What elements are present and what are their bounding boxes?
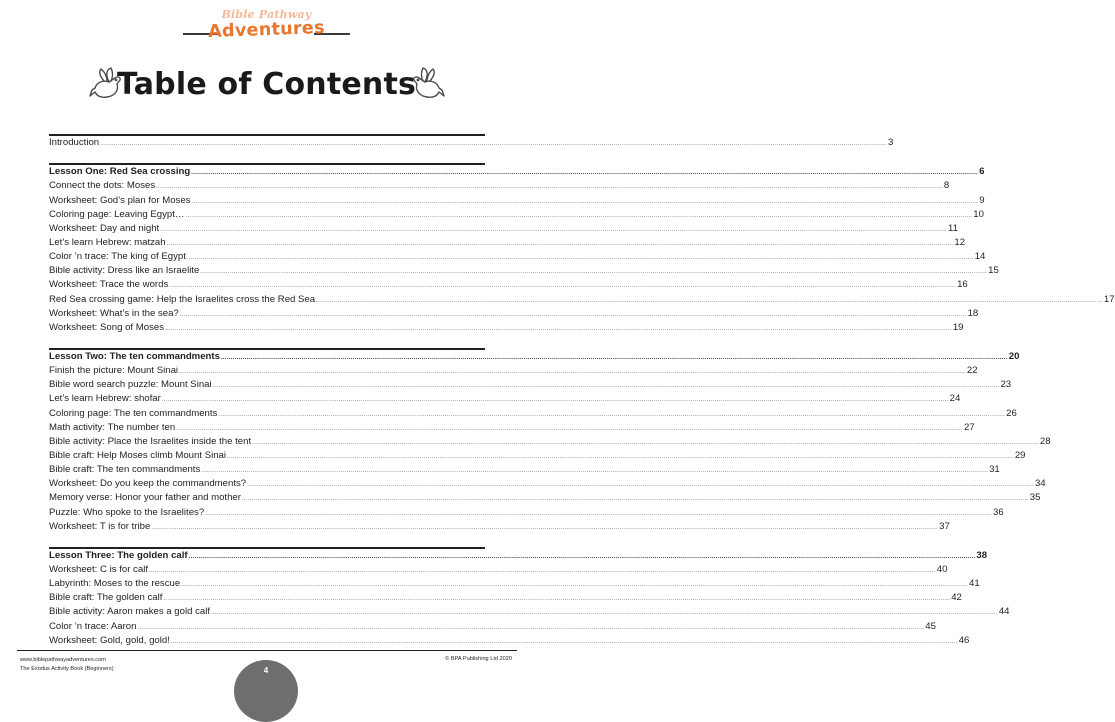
toc-entry-label: Worksheet: What’s in the sea? bbox=[49, 307, 179, 319]
toc-entry-label: Labyrinth: Moses to the rescue bbox=[49, 578, 181, 590]
toc-entry bbox=[49, 575, 980, 590]
toc-page-number: 11 bbox=[948, 222, 958, 234]
toc-page-number: 17 bbox=[1103, 293, 1115, 305]
toc-leader-dots: ................................................................................................................................................................................................................................................................................................................................................................................................................ bbox=[137, 624, 925, 631]
toc-entry-label: Let’s learn Hebrew: matzah bbox=[49, 236, 166, 248]
publisher-logo bbox=[0, 8, 533, 52]
logo-main-text: Adventures bbox=[207, 17, 326, 43]
toc-entry bbox=[49, 404, 1017, 419]
toc-page-number: 19 bbox=[952, 321, 964, 333]
toc-entry-label: Lesson Two: The ten commandments bbox=[49, 350, 220, 362]
toc-page-number: 8 bbox=[943, 180, 950, 192]
toc-entry-label: Let’s learn Hebrew: shofar bbox=[49, 393, 161, 405]
footer-copyright: © BPA Publishing Ltd 2020 bbox=[445, 656, 512, 662]
toc-entry-label: Worksheet: T is for tribe bbox=[49, 520, 151, 532]
toc-leader-dots: ................................................................................................................................................................................................................................................................................................................................................................................................................ bbox=[186, 255, 974, 262]
toc-page-number: 14 bbox=[974, 251, 986, 263]
toc-entry-label: Puzzle: Who spoke to the Israelites? bbox=[49, 506, 205, 518]
toc-lesson-heading bbox=[49, 547, 988, 561]
toc-leader-dots: ................................................................................................................................................................................................................................................................................................................................................................................................................ bbox=[191, 170, 979, 177]
toc-leader-dots: ................................................................................................................................................................................................................................................................................................................................................................................................................ bbox=[149, 567, 936, 574]
toc-entry-label: Color ’n trace: Aaron bbox=[49, 620, 137, 632]
toc-leader-dots: ................................................................................................................................................................................................................................................................................................................................................................................................................ bbox=[200, 269, 988, 276]
toc-entry bbox=[49, 177, 950, 192]
toc-entry bbox=[49, 362, 978, 377]
toc-leader-dots: ................................................................................................................................................................................................................................................................................................................................................................................................................ bbox=[166, 240, 954, 247]
toc-leader-dots: ................................................................................................................................................................................................................................................................................................................................................................................................................ bbox=[211, 610, 998, 617]
toc-leader-dots: ................................................................................................................................................................................................................................................................................................................................................................................................................ bbox=[212, 383, 1000, 390]
toc-page-number: 26 bbox=[1006, 407, 1017, 419]
toc-leader-dots: ................................................................................................................................................................................................................................................................................................................................................................................................................ bbox=[156, 184, 943, 191]
footer-book-title: The Exodus Activity Book (Beginners) bbox=[20, 666, 114, 672]
toc-entry bbox=[49, 262, 999, 277]
toc-leader-dots: ................................................................................................................................................................................................................................................................................................................................................................................................................ bbox=[151, 524, 939, 531]
footer-website: www.biblepathwayadventures.com bbox=[20, 657, 106, 663]
toc-lesson-heading bbox=[49, 348, 1020, 362]
toc-leader-dots: ................................................................................................................................................................................................................................................................................................................................................................................................................ bbox=[241, 496, 1029, 503]
toc-leader-dots: ................................................................................................................................................................................................................................................................................................................................................................................................................ bbox=[185, 212, 973, 219]
toc-page-number: 16 bbox=[957, 279, 968, 291]
toc-entry-label: Bible activity: Dress like an Israelite bbox=[49, 265, 200, 277]
toc-leader-dots: ................................................................................................................................................................................................................................................................................................................................................................................................................ bbox=[220, 354, 1008, 361]
toc-leader-dots: ................................................................................................................................................................................................................................................................................................................................................................................................................ bbox=[227, 453, 1014, 460]
toc-page-number: 44 bbox=[998, 606, 1010, 618]
toc-entry-label: Bible craft: The golden calf bbox=[49, 592, 163, 604]
toc-entry bbox=[49, 248, 986, 263]
toc-page-number: 28 bbox=[1039, 435, 1051, 447]
toc-page-number: 24 bbox=[949, 393, 961, 405]
toc-page-number: 35 bbox=[1029, 492, 1041, 504]
toc-page-number: 6 bbox=[979, 166, 985, 178]
toc-entry-label: Color ’n trace: The king of Egypt bbox=[49, 251, 186, 263]
toc-gap bbox=[49, 333, 485, 348]
toc-entry bbox=[49, 276, 968, 291]
toc-entry bbox=[49, 475, 1046, 490]
toc-entry bbox=[49, 603, 1010, 618]
toc-entry bbox=[49, 290, 1115, 305]
toc-entry bbox=[49, 632, 970, 646]
toc-leader-dots: ................................................................................................................................................................................................................................................................................................................................................................................................................ bbox=[179, 311, 967, 318]
toc-page-number: 37 bbox=[939, 520, 950, 532]
toc-page-number: 18 bbox=[967, 307, 979, 319]
toc-leader-dots: ................................................................................................................................................................................................................................................................................................................................................................................................................ bbox=[188, 553, 976, 560]
toc-leader-dots: ................................................................................................................................................................................................................................................................................................................................................................................................................ bbox=[161, 397, 949, 404]
toc-leader-dots: ................................................................................................................................................................................................................................................................................................................................................................................................................ bbox=[163, 596, 951, 603]
toc-entry-label: Red Sea crossing game: Help the Israelites cross the Red Sea bbox=[49, 293, 316, 305]
toc-entry-label: Introduction bbox=[49, 137, 100, 149]
toc-entry bbox=[49, 376, 1012, 391]
toc-entry bbox=[49, 433, 1051, 447]
toc-page-number: 23 bbox=[1000, 379, 1012, 391]
toc-entry-label: Worksheet: Gold, gold, gold! bbox=[49, 634, 170, 646]
toc-page-number: 12 bbox=[954, 236, 966, 248]
toc-gap bbox=[49, 532, 485, 547]
toc-entry-label: Connect the dots: Moses bbox=[49, 180, 156, 192]
toc-page-number: 20 bbox=[1008, 350, 1020, 362]
toc-page-number: 9 bbox=[979, 194, 985, 206]
toc-leader-dots: ................................................................................................................................................................................................................................................................................................................................................................................................................ bbox=[247, 482, 1034, 489]
toc-entry bbox=[49, 419, 975, 433]
toc-entry-label: Bible activity: Aaron makes a gold calf bbox=[49, 606, 211, 618]
toc-page-number: 46 bbox=[958, 634, 970, 646]
toc-leader-dots: ................................................................................................................................................................................................................................................................................................................................................................................................................ bbox=[316, 297, 1103, 304]
toc-entry-label: Coloring page: The ten commandments bbox=[49, 407, 218, 419]
toc-entry bbox=[49, 617, 936, 632]
toc-entry-label: Bible word search puzzle: Mount Sinai bbox=[49, 379, 212, 391]
toc-page-number: 38 bbox=[976, 549, 988, 561]
footer-divider bbox=[17, 650, 517, 651]
toc-entry-label: Bible craft: Help Moses climb Mount Sinai bbox=[49, 449, 227, 461]
toc-entry bbox=[49, 447, 1026, 461]
toc-entry bbox=[49, 305, 979, 319]
toc-leader-dots: ................................................................................................................................................................................................................................................................................................................................................................................................................ bbox=[205, 510, 992, 517]
toc-entry-label: Worksheet: Day and night bbox=[49, 222, 160, 234]
toc-page-number: 36 bbox=[992, 506, 1004, 518]
toc-entry-label: Worksheet: God’s plan for Moses bbox=[49, 194, 191, 206]
toc-leader-dots: ................................................................................................................................................................................................................................................................................................................................................................................................................ bbox=[176, 425, 963, 432]
toc-entry-label: Math activity: The number ten bbox=[49, 421, 176, 433]
footer-left bbox=[20, 656, 114, 674]
toc-entry bbox=[49, 220, 958, 234]
toc-page-number: 3 bbox=[887, 137, 894, 149]
toc-leader-dots: ................................................................................................................................................................................................................................................................................................................................................................................................................ bbox=[169, 283, 957, 290]
toc-entry bbox=[49, 589, 962, 604]
toc-entry bbox=[49, 206, 984, 220]
toc-entry bbox=[49, 561, 948, 575]
logo-top-text: Bible Pathway bbox=[221, 8, 312, 21]
toc-entry bbox=[49, 234, 966, 248]
toc-entry-label: Worksheet: Song of Moses bbox=[49, 321, 165, 333]
toc-leader-dots: ................................................................................................................................................................................................................................................................................................................................................................................................................ bbox=[179, 369, 966, 376]
toc-entry bbox=[49, 390, 961, 405]
toc-lesson-heading bbox=[49, 163, 985, 178]
toc-entry bbox=[49, 503, 1004, 518]
toc-leader-dots: ................................................................................................................................................................................................................................................................................................................................................................................................................ bbox=[252, 439, 1039, 446]
toc-entry-label: Lesson Three: The golden calf bbox=[49, 549, 188, 561]
toc-entry bbox=[49, 461, 1000, 476]
toc-entry-label: Worksheet: Do you keep the commandments? bbox=[49, 478, 247, 490]
toc-entry-label: Worksheet: C is for calf bbox=[49, 563, 148, 575]
toc-leader-dots: ................................................................................................................................................................................................................................................................................................................................................................................................................ bbox=[165, 325, 952, 332]
toc-entry bbox=[49, 518, 950, 532]
table-of-contents bbox=[49, 134, 1115, 646]
toc-leader-dots: ................................................................................................................................................................................................................................................................................................................................................................................................................ bbox=[170, 638, 958, 645]
toc-leader-dots: ................................................................................................................................................................................................................................................................................................................................................................................................................ bbox=[191, 198, 979, 205]
toc-entry-label: Worksheet: Trace the words bbox=[49, 279, 169, 291]
toc-entry-label: Bible activity: Place the Israelites inside the tent bbox=[49, 435, 252, 447]
toc-page-number: 29 bbox=[1014, 449, 1026, 461]
page-number: 4 bbox=[263, 666, 269, 675]
toc-page-number: 15 bbox=[988, 265, 999, 277]
toc-page-number: 45 bbox=[925, 620, 936, 632]
toc-leader-dots: ................................................................................................................................................................................................................................................................................................................................................................................................................ bbox=[160, 226, 948, 233]
toc-page-number: 31 bbox=[989, 464, 1000, 476]
toc-entry bbox=[49, 134, 894, 149]
toc-entry-label: Bible craft: The ten commandments bbox=[49, 464, 201, 476]
toc-gap bbox=[49, 148, 485, 163]
toc-page-number: 10 bbox=[973, 208, 984, 220]
toc-page-number: 40 bbox=[936, 563, 948, 575]
toc-entry bbox=[49, 489, 1041, 504]
toc-entry-label: Coloring page: Leaving Egypt… bbox=[49, 208, 185, 220]
toc-entry bbox=[49, 191, 985, 206]
toc-page-number: 34 bbox=[1034, 478, 1046, 490]
toc-entry-label: Finish the picture: Mount Sinai bbox=[49, 365, 179, 377]
toc-leader-dots: ................................................................................................................................................................................................................................................................................................................................................................................................................ bbox=[100, 141, 887, 148]
toc-leader-dots: ................................................................................................................................................................................................................................................................................................................................................................................................................ bbox=[218, 411, 1006, 418]
toc-page-number: 42 bbox=[951, 592, 962, 604]
page-title: Table of Contents bbox=[116, 67, 417, 102]
toc-entry-label: Memory verse: Honor your father and mother bbox=[49, 492, 241, 504]
toc-leader-dots: ................................................................................................................................................................................................................................................................................................................................................................................................................ bbox=[181, 582, 968, 589]
toc-entry bbox=[49, 319, 964, 333]
toc-page-number: 27 bbox=[964, 421, 975, 433]
toc-page-number: 41 bbox=[968, 578, 980, 590]
toc-entry-label: Lesson One: Red Sea crossing bbox=[49, 166, 191, 178]
toc-leader-dots: ................................................................................................................................................................................................................................................................................................................................................................................................................ bbox=[201, 468, 989, 475]
toc-page-number: 22 bbox=[966, 365, 978, 377]
